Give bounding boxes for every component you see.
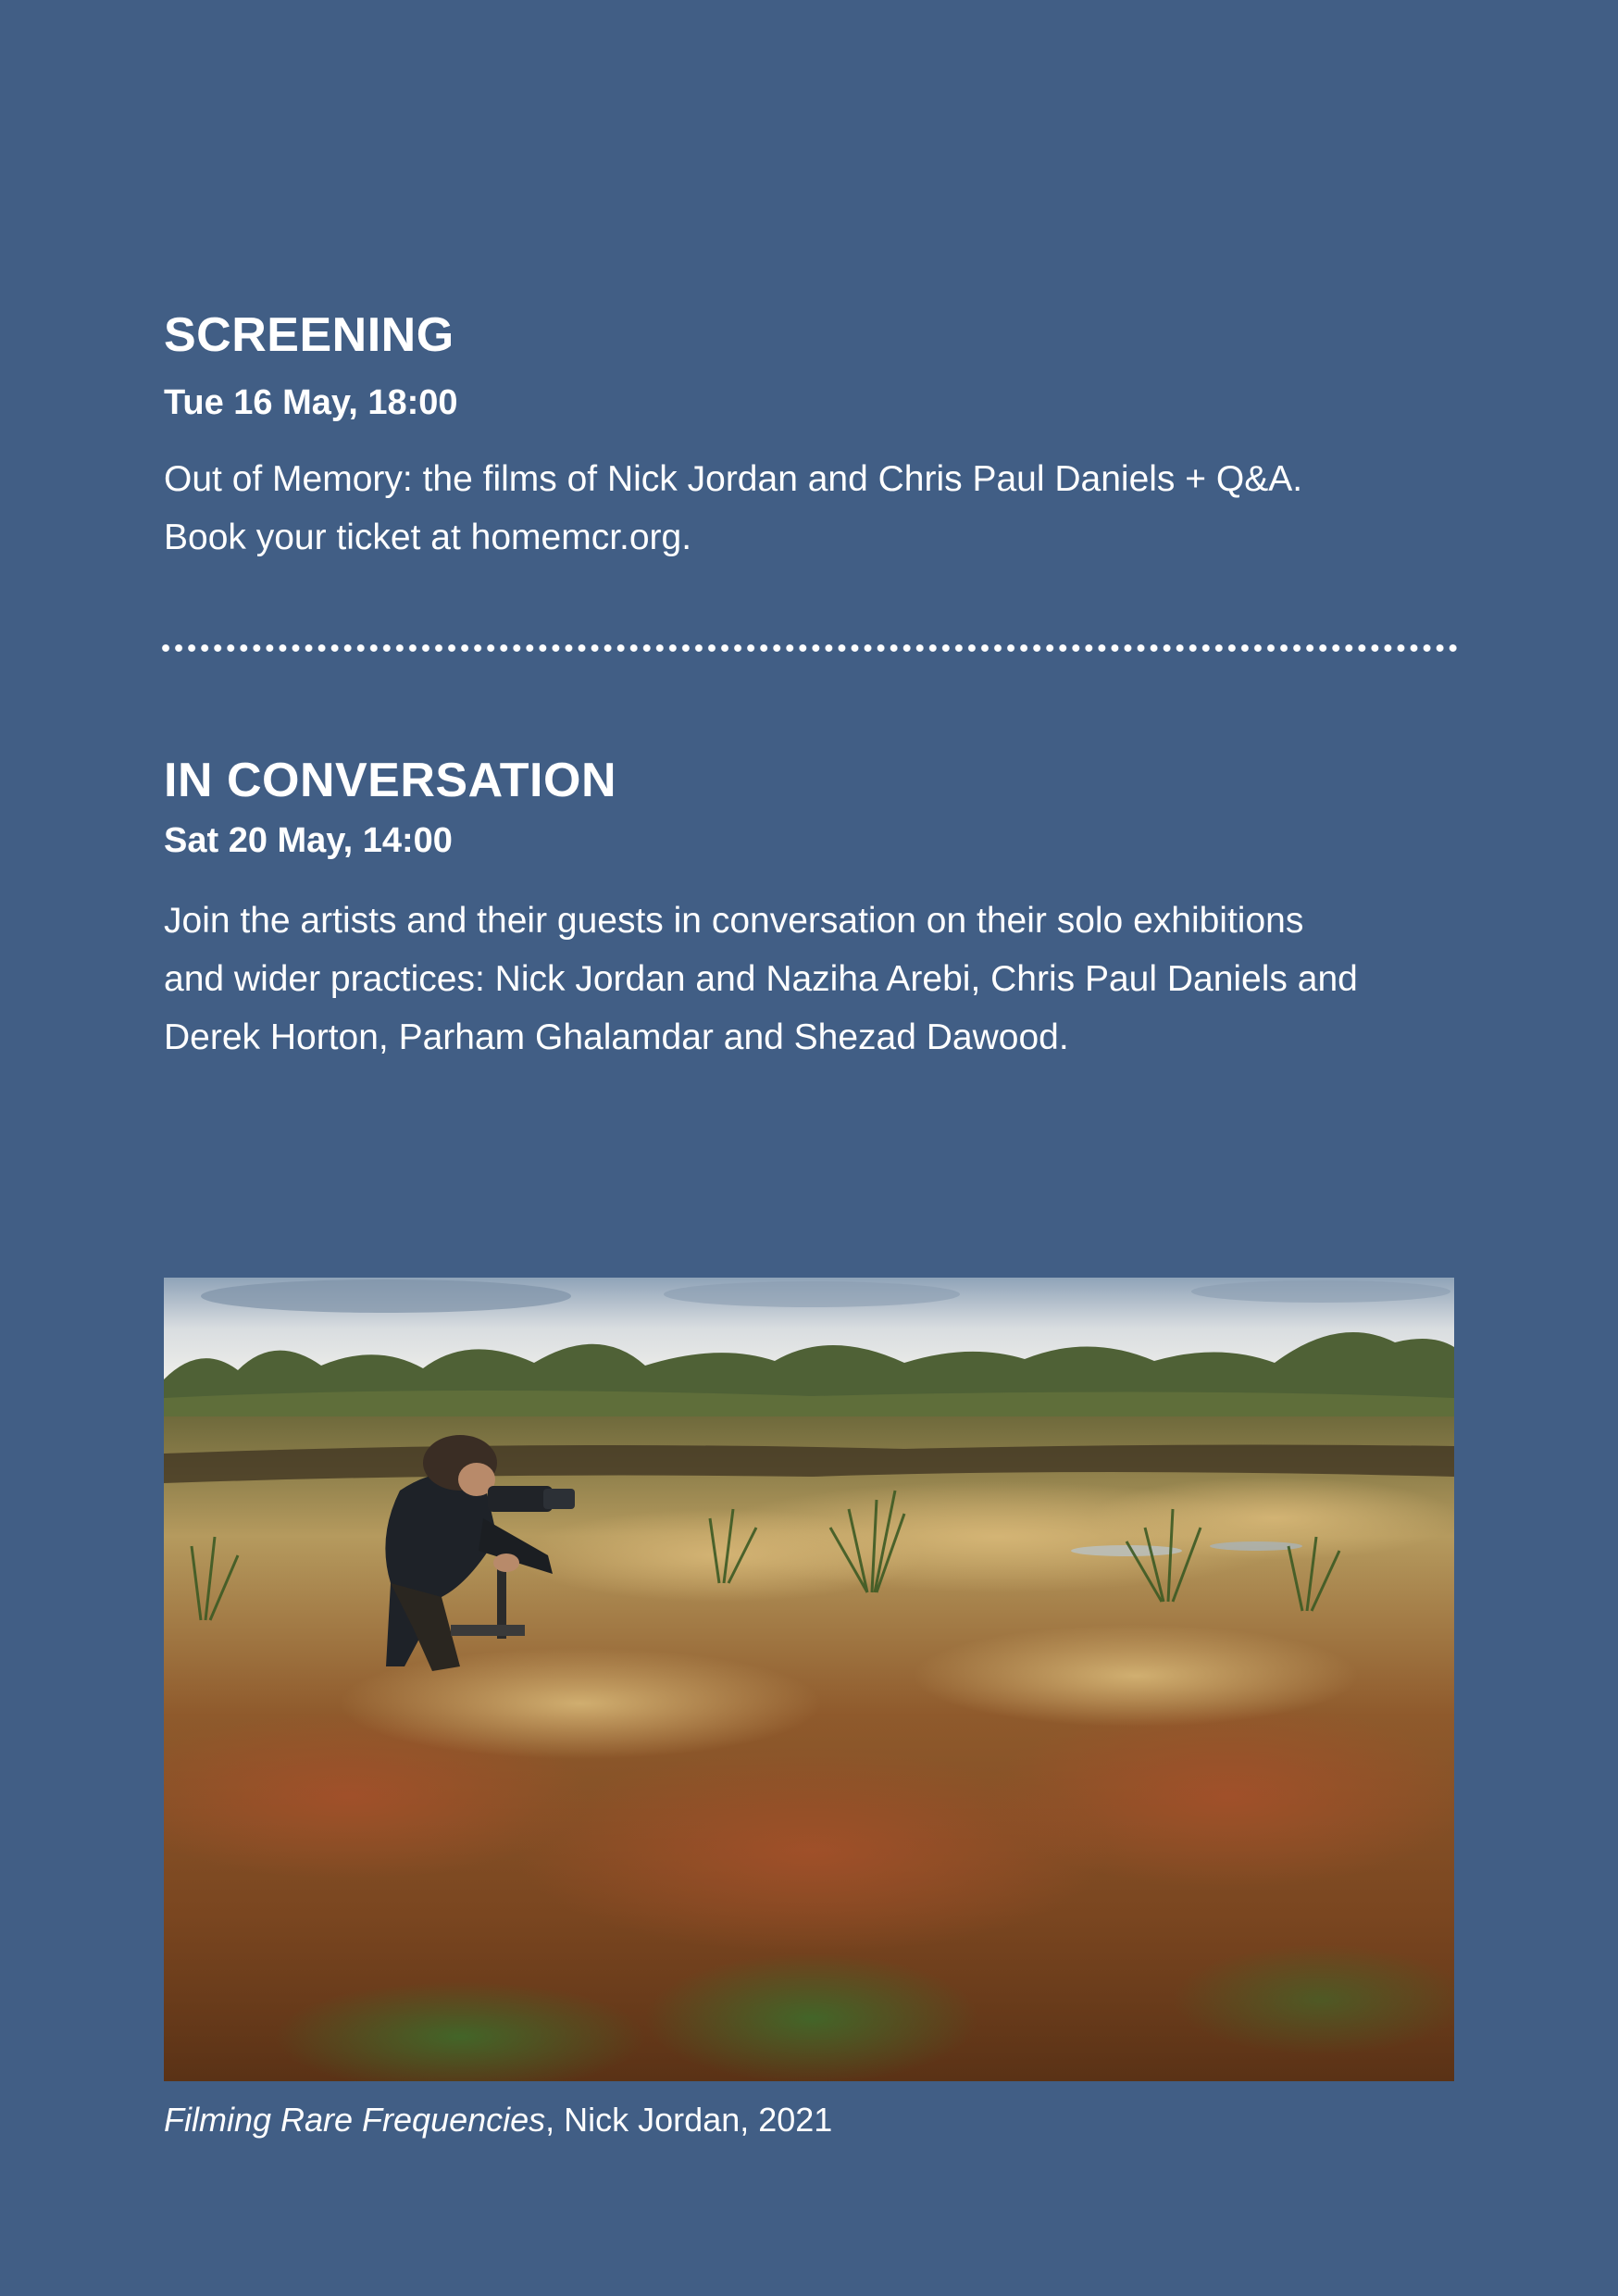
photo-caption bbox=[164, 2098, 832, 2142]
caption-credit: , Nick Jordan, 2021 bbox=[545, 2101, 833, 2139]
conversation-description-line-1: Join the artists and their guests in conversation on their solo exhibitions bbox=[164, 901, 1304, 941]
conversation-heading: IN CONVERSATION bbox=[164, 754, 617, 807]
landscape-photo bbox=[164, 1278, 1454, 2081]
screening-datetime: Tue 16 May, 18:00 bbox=[164, 383, 458, 422]
conversation-section bbox=[164, 756, 1460, 1067]
screening-description-line-1: Out of Memory: the films of Nick Jordan and Chris Paul Daniels + Q&A. bbox=[164, 459, 1303, 499]
screening-section bbox=[164, 308, 1460, 567]
screening-heading: SCREENING bbox=[164, 308, 454, 362]
dotted-divider bbox=[159, 643, 1461, 654]
screening-description bbox=[164, 450, 1460, 567]
conversation-description-line-3: Derek Horton, Parham Ghalamdar and Shezad Dawood. bbox=[164, 1017, 1069, 1057]
caption-title: Filming Rare Frequencies bbox=[164, 2101, 546, 2139]
conversation-description bbox=[164, 892, 1460, 1067]
screening-description-line-2: Book your ticket at homemcr.org. bbox=[164, 518, 692, 557]
conversation-description-line-2: and wider practices: Nick Jordan and Naziha Arebi, Chris Paul Daniels and bbox=[164, 959, 1358, 999]
conversation-datetime: Sat 20 May, 14:00 bbox=[164, 821, 453, 860]
